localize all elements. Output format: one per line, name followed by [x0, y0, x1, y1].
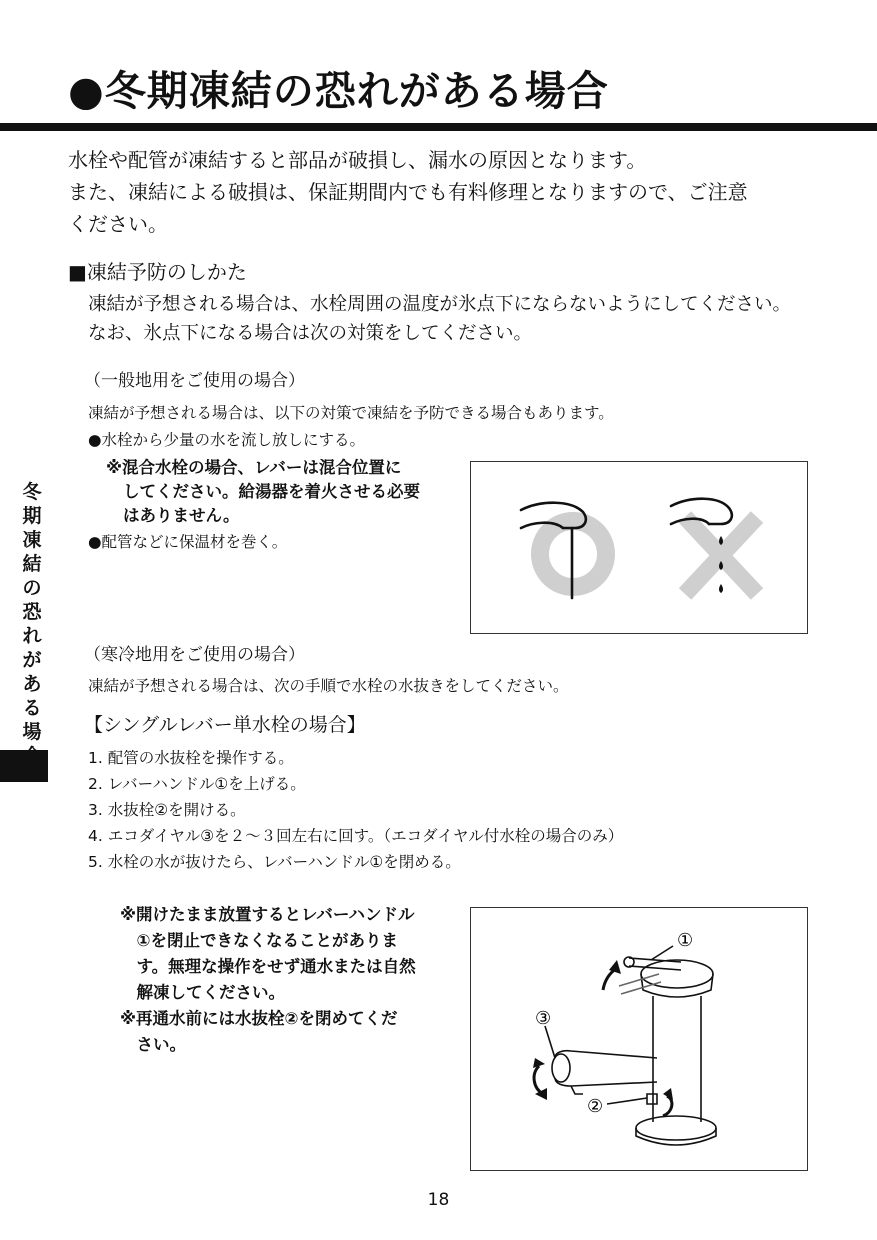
side-tab-char: 結	[22, 553, 42, 575]
side-tab	[14, 480, 50, 768]
cold-notes	[120, 902, 416, 1058]
faucet-base-icon	[636, 1116, 716, 1140]
title-rule	[0, 123, 877, 131]
side-tab-char: 期	[22, 505, 42, 527]
lead-paragraph	[68, 144, 828, 240]
prevention-heading: ■凍結予防のしかた	[68, 260, 247, 284]
faucet-drip-figure	[471, 462, 807, 633]
side-tab-char: 冬	[22, 481, 42, 503]
note-line: ※開けたまま放置するとレバーハンドル	[120, 905, 415, 924]
side-tab-char: 恐	[22, 601, 42, 623]
single-lever-faucet-illustration	[470, 907, 808, 1171]
note-line: さい。	[120, 1035, 186, 1054]
wrong-mark-icon	[685, 517, 757, 594]
side-tab-char: 場	[22, 721, 42, 743]
side-tab-char: る	[22, 697, 42, 719]
side-tab-char: あ	[22, 673, 42, 695]
lead-line: また、凍結による破損は、保証期間内でも有料修理となりますので、ご注意	[68, 180, 748, 204]
cold-heading: （寒冷地用をご使用の場合）	[84, 645, 305, 665]
faucet-diagram	[471, 908, 807, 1170]
side-tab-char: 凍	[22, 529, 42, 551]
label-lever: ①	[677, 930, 694, 951]
page-title: ●冬期凍結の恐れがある場合	[68, 67, 609, 115]
cold-subheading: 【シングルレバー単水栓の場合】	[84, 714, 366, 736]
note-line: ①を閉止できなくなることがありま	[120, 931, 398, 950]
page-number: 18	[427, 1190, 450, 1210]
label-drain: ②	[587, 1096, 604, 1117]
side-tab-char: が	[22, 649, 42, 671]
general-intro: 凍結が予想される場合は、以下の対策で凍結を予防できる場合もあります。	[88, 404, 614, 422]
general-heading: （一般地用をご使用の場合）	[84, 371, 305, 391]
general-bullet-flow: ●水栓から少量の水を流し放しにする。	[88, 431, 366, 449]
note-line: 解凍してください。	[120, 983, 285, 1002]
side-tab-char: れ	[22, 625, 42, 647]
step-item: 4. エコダイヤル③を２～３回左右に回す。（エコダイヤル付水栓の場合のみ）	[88, 827, 624, 845]
note-line: はありません。	[123, 506, 240, 525]
note-line: ※再通水前には水抜栓②を閉めてくだ	[120, 1009, 398, 1028]
step-item: 1. 配管の水抜栓を操作する。	[88, 749, 294, 767]
cold-intro: 凍結が予想される場合は、次の手順で水栓の水抜きをしてください。	[88, 677, 569, 695]
lead-line: 水栓や配管が凍結すると部品が破損し、漏水の原因となります。	[68, 148, 647, 172]
drain-steps	[88, 745, 623, 875]
prevention-line: 凍結が予想される場合は、水栓周囲の温度が氷点下にならないようにしてください。	[88, 294, 792, 315]
side-tab-marker	[0, 750, 48, 782]
note-line: す。無理な操作をせず通水または自然	[120, 957, 416, 976]
label-dial: ③	[535, 1008, 552, 1029]
faucet-body-icon	[653, 996, 701, 1122]
lead-line: ください。	[68, 212, 168, 236]
step-item: 5. 水栓の水が抜けたら、レバーハンドル①を閉める。	[88, 853, 461, 871]
faucet-spout-icon	[671, 499, 732, 524]
note-line: ※混合水栓の場合、レバーは混合位置に	[106, 458, 402, 477]
step-item: 2. レバーハンドル①を上げる。	[88, 775, 306, 793]
note-line: してください。給湯器を着火させる必要	[123, 482, 420, 501]
faucet-flow-illustration	[470, 461, 808, 634]
general-bullet-insulation: ●配管などに保温材を巻く。	[88, 533, 288, 551]
step-item: 3. 水抜栓②を開ける。	[88, 801, 246, 819]
general-note	[106, 456, 420, 528]
prevention-line: なお、氷点下になる場合は次の対策をしてください。	[88, 323, 533, 344]
prevention-body	[88, 290, 791, 348]
side-tab-char: の	[22, 577, 42, 599]
drain-plug-icon	[647, 1094, 657, 1104]
